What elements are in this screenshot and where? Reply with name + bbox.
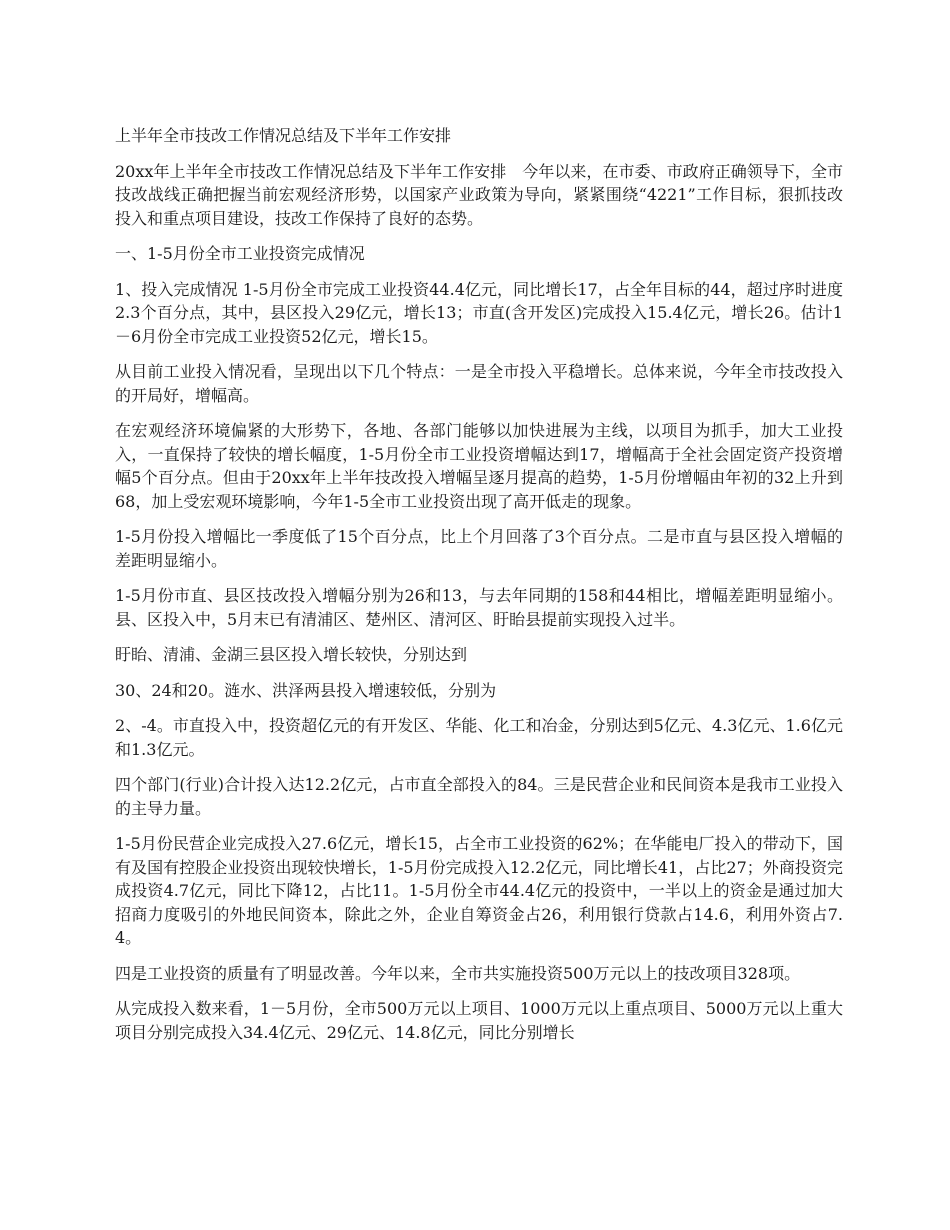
body-paragraph: 1-5月份民营企业完成投入27.6亿元，增长15，占全市工业投资的62%；在华能电厂投入的带动下，国有及国有控股企业投资出现较快增长，1-5月份完成投入12.2亿元，同比增长41，占比27；外商投资完成投资4.7亿元，同比下降12，占比11。1-5月份全市44.4亿元的投资中，一半以上的资金是通过加大招商力度吸引的外地民间资本，除此之外，企业自筹资金占26，利用银行贷款占14.6，利用外资占7.4。 (115, 834, 843, 947)
section-heading: 一、1-5月份全市工业投资完成情况 (115, 244, 365, 263)
body-paragraph: 2、-4。市直投入中，投资超亿元的有开发区、华能、化工和冶金，分别达到5亿元、4.3亿元、1.6亿元和1.3亿元。 (115, 716, 843, 759)
body-paragraph: 1-5月份投入增幅比一季度低了15个百分点，比上个月回落了3个百分点。二是市直与县区投入增幅的差距明显缩小。 (115, 527, 843, 570)
document-page (115, 124, 843, 1056)
body-paragraph: 30、24和20。涟水、洪泽两县投入增速较低，分别为 (115, 680, 497, 700)
body-paragraph: 1-5月份市直、县区技改投入增幅分别为26和13，与去年同期的158和44相比，增幅差距明显缩小。县、区投入中，5月末已有清浦区、楚州区、清河区、盱眙县提前实现投入过半。 (115, 586, 843, 629)
body-paragraph: 四是工业投资的质量有了明显改善。今年以来，全市共实施投资500万元以上的技改项目328项。 (115, 963, 801, 983)
body-paragraph: 从目前工业投入情况看，呈现出以下几个特点：一是全市投入平稳增长。总体来说，今年全市技改投入的开局好，增幅高。 (115, 362, 843, 405)
body-paragraph: 四个部门(行业)合计投入达12.2亿元，占市直全部投入的84。三是民营企业和民间资本是我市工业投入的主导力量。 (115, 775, 843, 818)
document-title: 上半年全市技改工作情况总结及下半年工作安排 (115, 126, 452, 145)
intro-paragraph: 20xx年上半年全市技改工作情况总结及下半年工作安排 今年以来，在市委、市政府正确领导下，全市技改战线正确把握当前宏观经济形势，以国家产业政策为导向，紧紧围绕“4221”工作目标，狠抓技改投入和重点项目建设，技改工作保持了良好的态势。 (115, 161, 843, 228)
body-paragraph: 在宏观经济环境偏紧的大形势下，各地、各部门能够以加快进展为主线，以项目为抓手，加大工业投入，一直保持了较快的增长幅度，1-5月份全市工业投资增幅达到17，增幅高于全社会固定资产投资增幅5个百分点。但由于20xx年上半年技改投入增幅呈逐月提高的趋势，1-5月份增幅由年初的32上升到68，加上受宏观环境影响，今年1-5全市工业投资出现了高开低走的现象。 (115, 421, 843, 511)
body-paragraph: 盱眙、清浦、金湖三县区投入增长较快，分别达到 (115, 645, 468, 664)
body-paragraph: 从完成投入数来看，1－5月份，全市500万元以上项目、1000万元以上重点项目、5000万元以上重大项目分别完成投入34.4亿元、29亿元、14.8亿元，同比分别增长 (115, 999, 843, 1042)
body-paragraph: 1、投入完成情况 1-5月份全市完成工业投资44.4亿元，同比增长17，占全年目标的44，超过序时进度2.3个百分点，其中，县区投入29亿元，增长13；市直(含开发区)完成投入15.4亿元，增长26。估计1－6月份全市完成工业投资52亿元，增长15。 (115, 279, 843, 346)
